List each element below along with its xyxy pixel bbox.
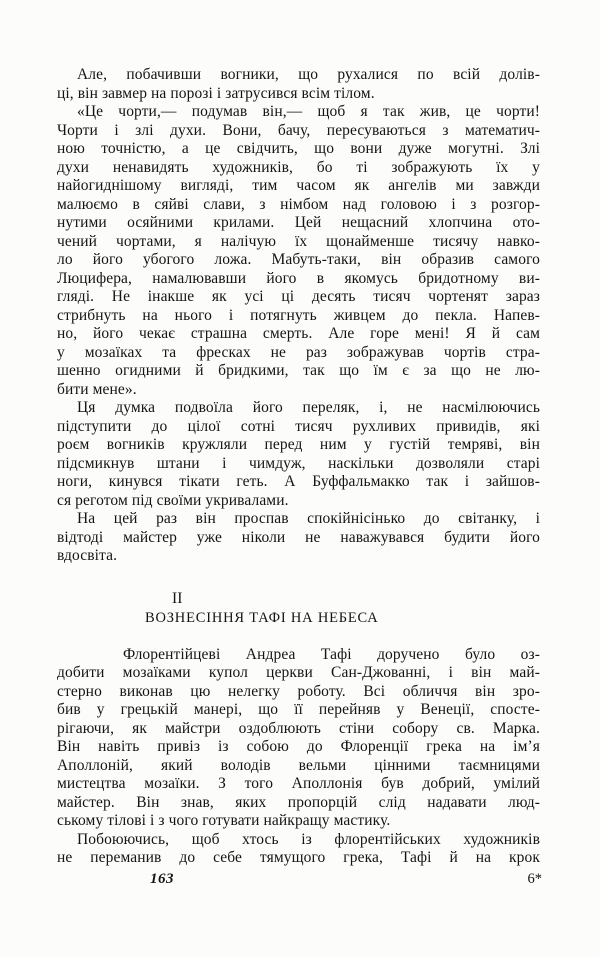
text-line: ною точністю, а це свідчить, що вони дуже могутні. Злі bbox=[57, 140, 540, 157]
text-line: стерно виконав цю нелегку роботу. Всі обличчя він зро- bbox=[57, 682, 540, 700]
text-column bbox=[57, 66, 540, 868]
text-line: роєм вогників кружляли перед ним у густій темряві, він bbox=[57, 436, 540, 453]
signature-mark: 6* bbox=[527, 871, 542, 887]
text-line: Він навіть привіз із собою до Флоренції грека на ім’я bbox=[57, 738, 540, 755]
text-line: майстер. Він знав, яких пропорцій слід надавати люд- bbox=[57, 793, 540, 811]
text-line: бив у грецькій манері, що її перейняв у Венеції, спосте- bbox=[57, 701, 540, 718]
page-footer bbox=[57, 871, 540, 891]
text-line: Побоюючись, щоб хтось із флорентійських художників bbox=[77, 830, 540, 848]
text-line: стрибнуть на нього і потягнуть живцем до пекла. Напев- bbox=[57, 306, 540, 324]
text-line: вдосвіта. bbox=[57, 547, 118, 564]
text-line: ці, він завмер на порозі і затрусився всім тілом. bbox=[57, 84, 375, 102]
section-title: ВОЗНЕСІННЯ ТАФІ НА НЕБЕСА bbox=[145, 610, 379, 626]
text-line: ся реготом під своїми укривалами. bbox=[57, 491, 289, 509]
text-line: чений чортами, я налічую їх щонайменше тисячу навко- bbox=[57, 232, 540, 250]
text-line: рігаючи, як майстри оздоблюють стіни собору св. Марка. bbox=[57, 719, 540, 737]
paragraph bbox=[57, 510, 540, 566]
paragraph bbox=[57, 66, 540, 103]
paragraph bbox=[57, 646, 540, 831]
text-line: Ця думка подвоїла його переляк, і, не насмілюючись bbox=[77, 399, 540, 416]
text-line: бити мене». bbox=[57, 380, 137, 398]
text-line: найогиднішому вигляді, тим часом як ангелів ми завжди bbox=[57, 177, 540, 194]
text-line: малюємо в сяйві слави, з німбом над головою і з розгор- bbox=[57, 195, 540, 213]
text-line: но, його чекає страшна смерть. Але горе мені! Я й сам bbox=[57, 325, 540, 342]
text-line: На цей раз він проспав спокійнісінько до світанку, і bbox=[77, 510, 540, 527]
text-line: Але, побачивши вогники, що рухалися по всій долів- bbox=[77, 66, 540, 83]
text-line: гляді. Не інакше як усі ці десять тисяч чортенят зараз bbox=[57, 288, 540, 305]
text-line: духи ненавидять художників, бо ті зображують їх у bbox=[57, 158, 540, 176]
paragraph bbox=[57, 103, 540, 399]
text-line: у мозаїках та фресках не раз зображував чортів стра- bbox=[57, 343, 540, 361]
text-line: підсмикнув штани і чимдуж, наскільки дозволяли старі bbox=[57, 454, 540, 472]
text-line: відтоді майстер уже ніколи не наважувався будити його bbox=[57, 528, 540, 546]
section-number: II bbox=[172, 589, 183, 607]
text-line: нутими осяйними крилами. Цей нещасний хлопчина ото- bbox=[57, 214, 540, 231]
text-line: не переманив до себе тямущого грека, Тафі й на крок bbox=[57, 849, 540, 866]
text-line: Чорти і злі духи. Вони, бачу, пересуваються з математич- bbox=[57, 121, 540, 139]
page-number: 163 bbox=[150, 871, 174, 887]
text-line: ноги, кинувся тікати геть. А Буффальмакко так і зайшов- bbox=[57, 473, 540, 490]
text-line: Аполлоній, який володів вельми цінними таємницями bbox=[57, 756, 540, 774]
text-line: Флорентійцеві Андреа Тафі доручено було оз- bbox=[123, 645, 540, 663]
text-line: ському тілові і з чого готувати найкращу мастику. bbox=[57, 812, 391, 829]
text-line: мистецтва мозаїки. З того Аполлонія був добрий, умілий bbox=[57, 775, 540, 792]
text-line: добити мозаїками купол церкви Сан-Джованні, і він май- bbox=[57, 664, 540, 681]
text-line: підступити до цілої сотні тисяч рухливих привидів, які bbox=[57, 417, 540, 435]
text-line: «Це чорти,— подумав він,— щоб я так жив, це чорти! bbox=[77, 103, 540, 120]
text-line: ло його убогого ложа. Мабуть-таки, він образив самого bbox=[57, 251, 540, 268]
text-line: шенно огидними й бридкими, так що їм є за що не лю- bbox=[57, 362, 540, 379]
text-line: Люцифера, намалювавши його в якомусь бридотному ви- bbox=[57, 269, 540, 287]
paragraph bbox=[57, 399, 540, 510]
paragraph bbox=[57, 831, 540, 868]
